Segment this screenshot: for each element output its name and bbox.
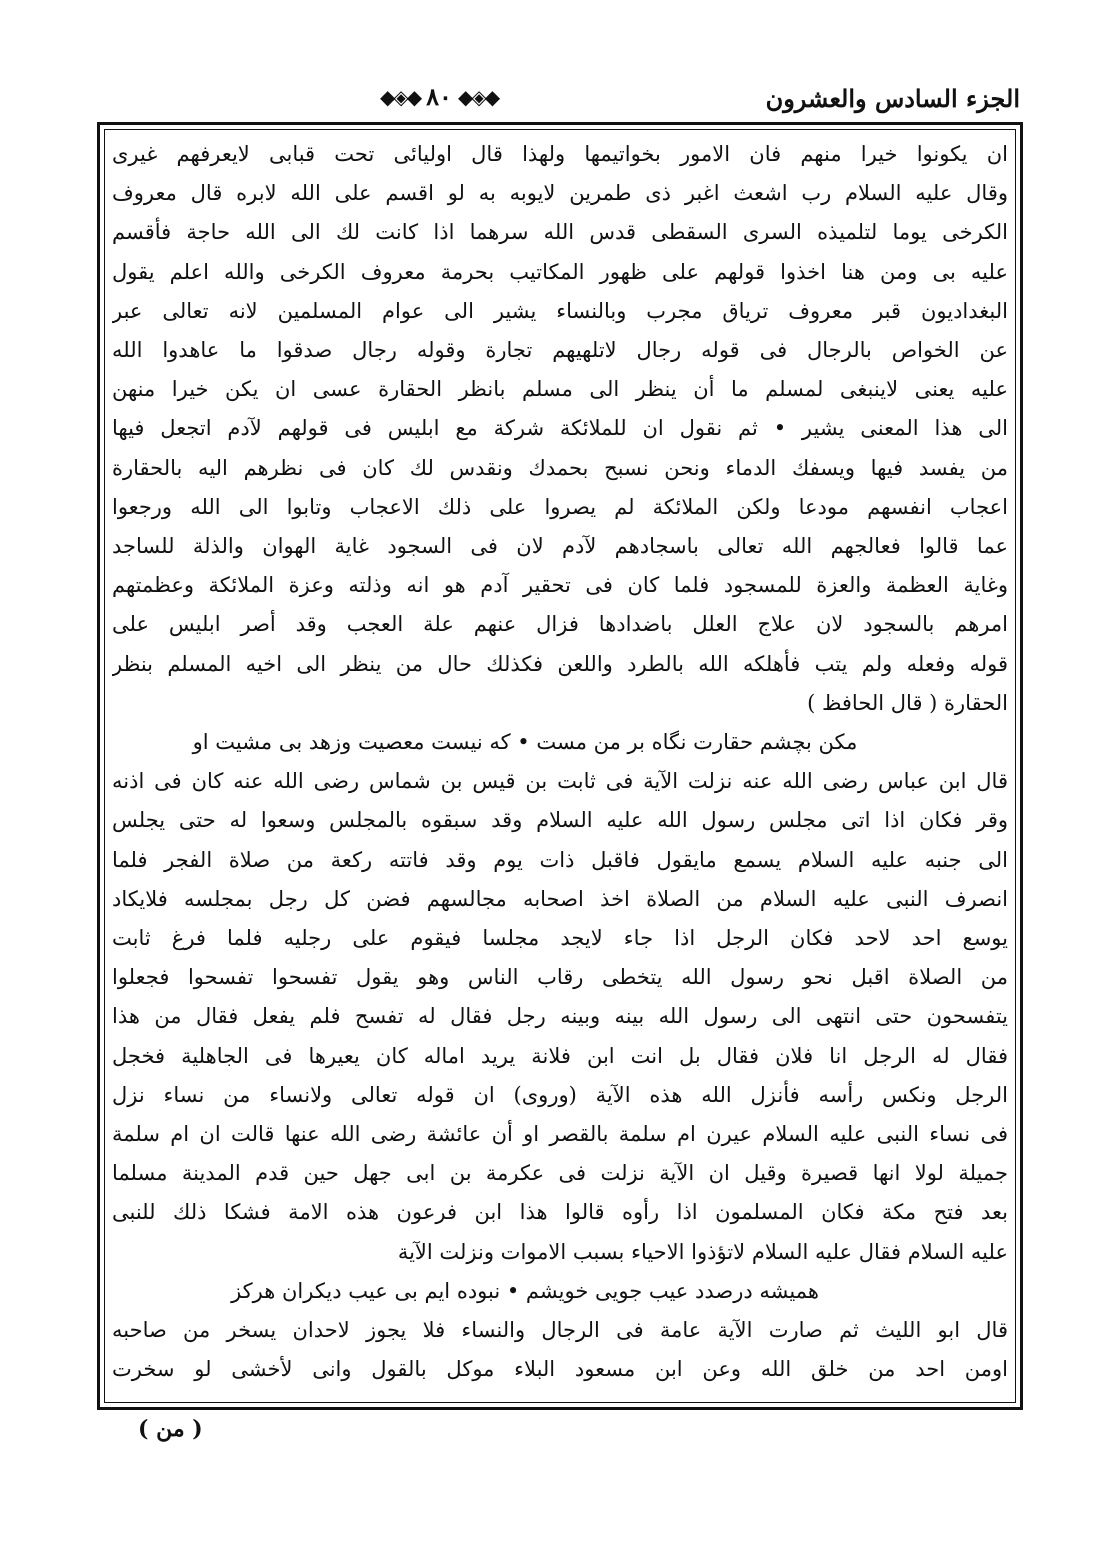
text-line: قوله وفعله ولم يتب فأهلكه الله بالطرد واللعن فكذلك حال من ينظر الى اخيه المسلم بنظر: [112, 651, 1008, 676]
text-line: الى هذا المعنى يشير • ثم نقول ان للملائكة شركة مع ابليس فى قولهم لآدم اتجعل فيها: [112, 416, 1008, 441]
text-line: انصرف النبى عليه السلام من الصلاة اخذ اصحابه مجالسهم فضن كل رجل بمجلسه فلايكاد: [112, 886, 1008, 911]
text-line: الحقارة ( قال الحافظ ): [807, 690, 1008, 715]
text-line: اومن احد من خلق الله وعن ابن مسعود البلاء موكل بالقول وانى لأخشى لو سخرت: [112, 1357, 1008, 1382]
text-line: امرهم بالسجود لان علاج العلل باضدادها فزال عنهم علة العجب وقد أصر ابليس على: [112, 612, 1008, 637]
persian-verse: هميشه درصدد عيب جويى خويشم • نبوده ايم بى عيب ديكران هركز: [231, 1278, 819, 1303]
text-body: [112, 135, 1008, 1390]
text-line: وغاية العظمة والعزة للمسجود فلما كان فى تحقير آدم هو انه وذلته وعزة الملائكة وعظمتهم: [112, 573, 1008, 598]
text-line: عليه السلام فقال عليه السلام لاتؤذوا الاحياء بسبب الاموات ونزلت الآية: [397, 1239, 1008, 1264]
text-line: فى نساء النبى عليه السلام عيرن ام سلمة بالقصر او أن عائشة رضى الله عنها قالت ان ام سلمة: [112, 1122, 1008, 1147]
text-line: قال ابن عباس رضى الله عنه نزلت الآية فى ثابت بن قيس بن شماس رضى الله عنه كان فى اذنه: [112, 769, 1008, 794]
text-line: عن الخواص بالرجال فى قوله رجال لاتلهيهم تجارة وقوله رجال صدقوا ما عاهدوا الله: [112, 338, 1008, 363]
ornament-icon: ◆◈◆: [380, 84, 421, 109]
text-line: الى جنبه عليه السلام يسمع مايقول فاقبل ذات يوم وقد فاتته ركعة من صلاة الفجر فلما: [112, 847, 1008, 872]
text-line: عليه بى ومن هنا اخذوا قولهم على ظهور المكاتيب بحرمة معروف الكرخى والله اعلم يقول: [112, 259, 1008, 284]
text-line: بعد فتح مكة فكان المسلمون اذا رأوه قالوا هذا ابن فرعون هذه الامة فشكا ذلك للنبى: [112, 1200, 1008, 1225]
text-line: الكرخى يوما لتلميذه السرى السقطى قدس الله سرهما اذا كانت لك الى الله حاجة فأقسم: [112, 220, 1008, 245]
text-line: يتفسحون حتى انتهى الى رسول الله بينه وبينه رجل فقال له تفسح فلم يفعل فقال من هذا: [112, 1004, 1008, 1029]
text-line: وقر فكان اذا اتى مجلس رسول الله عليه السلام وقد سبقوه بالمجلس وسعوا له حتى يجلس: [112, 808, 1008, 833]
ornament-icon: ◆◈◆: [457, 84, 499, 109]
persian-verse: مكن بچشم حقارت نگاه بر من مست • كه نيست معصيت وزهد بى مشيت او: [192, 730, 858, 755]
text-frame: [97, 122, 1023, 1410]
text-line: يوسع احد لاحد فكان الرجل اذا جاء لايجد مجلسا فيقوم على رجليه فلما فرغ ثابت: [112, 926, 1008, 951]
text-line: عما قالوا فعالجهم الله تعالى باسجادهم لآدم لان فى السجود غاية الهوان والذلة للساجد: [112, 534, 1008, 559]
text-line: البغداديون قبر معروف ترياق مجرب وبالنساء يشير الى عوام المسلمين لانه تعالى عبر: [112, 298, 1008, 323]
text-line: قال ابو الليث ثم صارت الآية عامة فى الرجال والنساء فلا يجوز لاحدان يسخر من صاحبه: [112, 1318, 1008, 1343]
text-line: من يفسد فيها ويسفك الدماء ونحن نسبح بحمدك ونقدس لك كان فى نظرهم اليه بالحقارة: [112, 455, 1008, 480]
catchword: ( من ): [138, 1416, 203, 1442]
text-line: عليه يعنى لاينبغى لمسلم ما أن ينظر الى مسلم بانظر الحقارة عسى ان يكن خيرا منهن: [112, 377, 1008, 402]
running-title: الجزء السادس والعشرون: [765, 84, 1020, 113]
text-line: اعجاب انفسهم مودعا ولكن الملائكة لم يصروا على ذلك الاعجاب وتابوا الى الله ورجعوا: [112, 494, 1008, 519]
text-line: فقال له الرجل انا فلان فقال بل انت ابن فلانة يريد اماله كان يعيرها فى الجاهلية فخجل: [112, 1043, 1008, 1068]
page-number-block: [380, 82, 498, 111]
text-line: ان يكونوا خيرا منهم فان الامور بخواتيمها ولهذا قال اوليائى تحت قبابى لايعرفهم غيرى: [112, 142, 1008, 166]
text-line: الرجل ونكس رأسه فأنزل الله هذه الآية (وروى) ان قوله تعالى ولانساء من نساء نزل: [112, 1082, 1008, 1107]
page-number: ٨٠: [426, 82, 452, 111]
page-header: [100, 82, 1020, 122]
text-line: جميلة لولا انها قصيرة وقيل ان الآية نزلت فى عكرمة بن ابى جهل حين قدم المدينة مسلما: [112, 1161, 1008, 1186]
text-line: من الصلاة اقبل نحو رسول الله يتخطى رقاب الناس وهو يقول تفسحوا تفسحوا فجعلوا: [112, 965, 1008, 990]
text-line: وقال عليه السلام رب اشعث اغبر ذى طمرين لايوبه به لو اقسم على الله لابره قال معروف: [112, 181, 1008, 206]
